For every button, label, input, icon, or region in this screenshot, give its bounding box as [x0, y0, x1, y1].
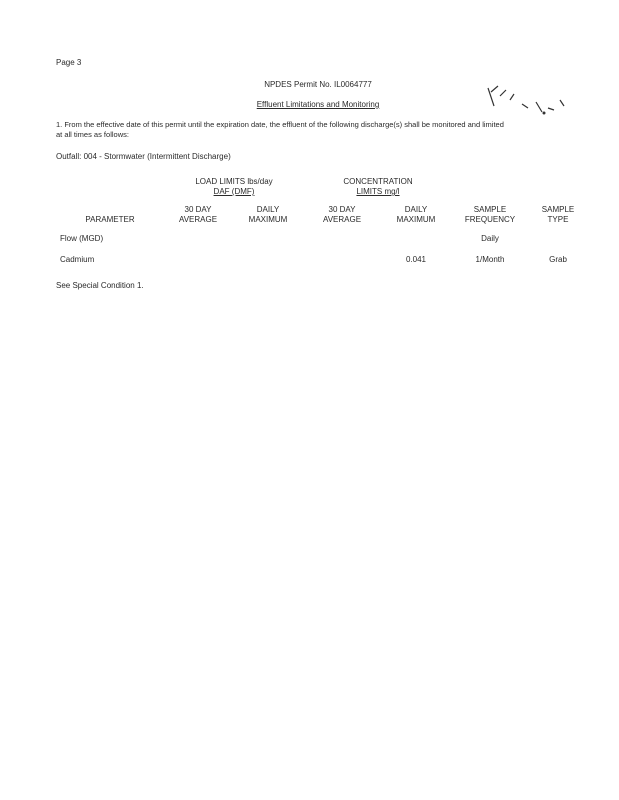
load-limits-header: LOAD LIMITS lbs/day	[195, 177, 273, 186]
concentration-header: CONCENTRATION	[343, 177, 413, 186]
frequency-header-2: FREQUENCY	[464, 215, 516, 224]
frequency-header-1: SAMPLE	[473, 205, 507, 214]
sample-type-header-1: SAMPLE	[541, 205, 575, 214]
load-limits-subheader: DAF (DMF)	[213, 187, 255, 196]
concentration-subheader: LIMITS mg/l	[356, 187, 400, 196]
parameter-column-header: PARAMETER	[85, 215, 135, 224]
intro-line-1: 1. From the effective date of this permit until the expiration date, the effluent of the following discharge(s) shall be monitored and limited	[56, 120, 504, 129]
load-avg-header-1: 30 DAY	[184, 205, 212, 214]
outfall-heading: Outfall: 004 - Stormwater (Intermittent Discharge)	[56, 152, 231, 161]
conc-max-header-1: DAILY	[404, 205, 428, 214]
section-title: Effluent Limitations and Monitoring	[256, 100, 380, 109]
load-max-header-1: DAILY	[256, 205, 280, 214]
load-max-header-2: MAXIMUM	[248, 215, 288, 224]
conc-avg-header-1: 30 DAY	[328, 205, 356, 214]
sample-type-header-2: TYPE	[547, 215, 569, 224]
footnote: See Special Condition 1.	[56, 281, 144, 290]
conc-max-header-2: MAXIMUM	[396, 215, 436, 224]
page-label: Page 3	[56, 58, 82, 67]
row-2-conc-max: 0.041	[405, 255, 427, 264]
handwritten-mark	[484, 82, 570, 118]
permit-number: NPDES Permit No. IL0064777	[264, 80, 372, 89]
row-2-parameter: Cadmium	[60, 255, 95, 264]
conc-avg-header-2: AVERAGE	[322, 215, 362, 224]
row-2-sample-type: Grab	[549, 255, 567, 264]
row-1-frequency: Daily	[481, 234, 499, 243]
load-avg-header-2: AVERAGE	[178, 215, 218, 224]
row-2-frequency: 1/Month	[475, 255, 505, 264]
row-1-parameter: Flow (MGD)	[60, 234, 104, 243]
intro-line-2: at all times as follows:	[56, 130, 129, 139]
